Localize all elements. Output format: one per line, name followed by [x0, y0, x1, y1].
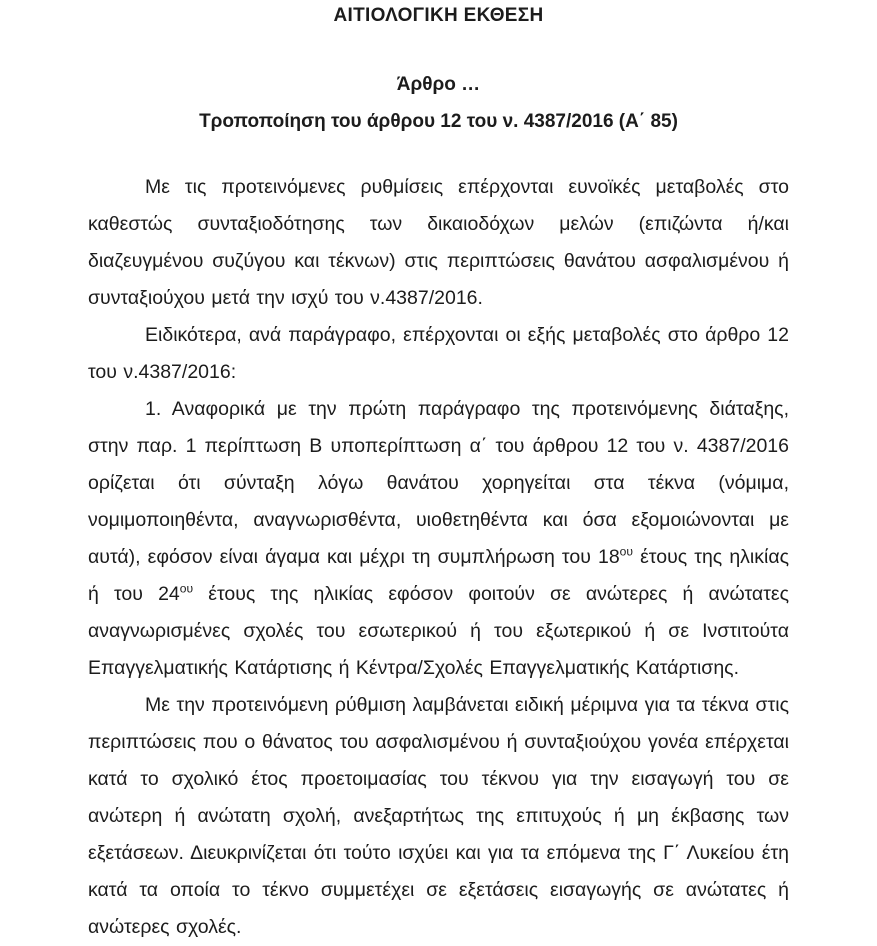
text-run: Με την προτεινόμενη ρύθμιση λαμβάνεται ειδική μέριμνα για τα τέκνα στις περιπτώσεις που ο θάνατος του ασφαλισμένου ή συνταξιούχου γονέα επέρχεται κατά το σχολικό έτος προετοιμασίας του τέκνου για την εισαγωγή του σε ανώτερη ή ανώτατη σχολή, ανεξαρτήτως της επιτυχούς ή μη έκβασης των εξετάσεων. Διευκρινίζεται ότι τούτο ισχύει και για τα επόμενα της Γ΄ Λυκείου έτη κατά τα οποία το τέκνο συμμετέχει σε εξετάσεις εισαγωγής σε ανώτατες ή ανώτερες σχολές. — [88, 694, 789, 938]
paragraph — [88, 391, 789, 687]
text-run: Ειδικότερα, ανά παράγραφο, επέρχονται οι εξής μεταβολές στο άρθρο 12 του ν.4387/2016: — [88, 324, 789, 383]
ordinal-superscript: ου — [619, 544, 633, 559]
document-body — [88, 169, 789, 946]
text-run: Με τις προτεινόμενες ρυθμίσεις επέρχονται ευνοϊκές μεταβολές στο καθεστώς συνταξιοδότησης των δικαιοδόχων μελών (επιζώντα ή/και διαζευγμένου συζύγου και τέκνων) στις περιπτώσεις θανάτου ασφαλισμένου ή συνταξιούχου μετά την ισχύ του ν.4387/2016. — [88, 176, 789, 309]
amendment-heading: Τροποποίηση του άρθρου 12 του ν. 4387/2016 (Α΄ 85) — [199, 111, 678, 132]
text-run: έτους της ηλικίας ή του 24 — [88, 546, 790, 605]
text-run: έτους της ηλικίας εφόσον φοιτούν σε ανώτερες ή ανώτατες αναγνωρισμένες σχολές του εσωτερικού ή του εξωτερικού ή σε Ινστιτούτα Επαγγελματικής Κατάρτισης ή Κέντρα/Σχολές Επαγγελματικής Κατάρτισης. — [88, 583, 790, 679]
document-title: ΑΙΤΙΟΛΟΓΙΚΗ ΕΚΘΕΣΗ — [333, 5, 544, 26]
paragraph — [88, 169, 789, 317]
paragraph — [88, 687, 789, 946]
article-heading: Άρθρο … — [396, 74, 481, 95]
text-run: 1. Αναφορικά με την πρώτη παράγραφο της προτεινόμενης διάταξης, στην παρ. 1 περίπτωση Β υποπερίπτωση α΄ του άρθρου 12 του ν. 4387/2016 ορίζεται ότι σύνταξη λόγω θανάτου χορηγείται στα τέκνα (νόμιμα, νομιμοποιηθέντα, αναγνωρισθέντα, υιοθετηθέντα και όσα εξομοιώνονται με αυτά), εφόσον είναι άγαμα και μέχρι τη συμπλήρωση του 18 — [88, 398, 789, 568]
ordinal-superscript: ου — [179, 581, 194, 596]
paragraph — [88, 317, 789, 391]
